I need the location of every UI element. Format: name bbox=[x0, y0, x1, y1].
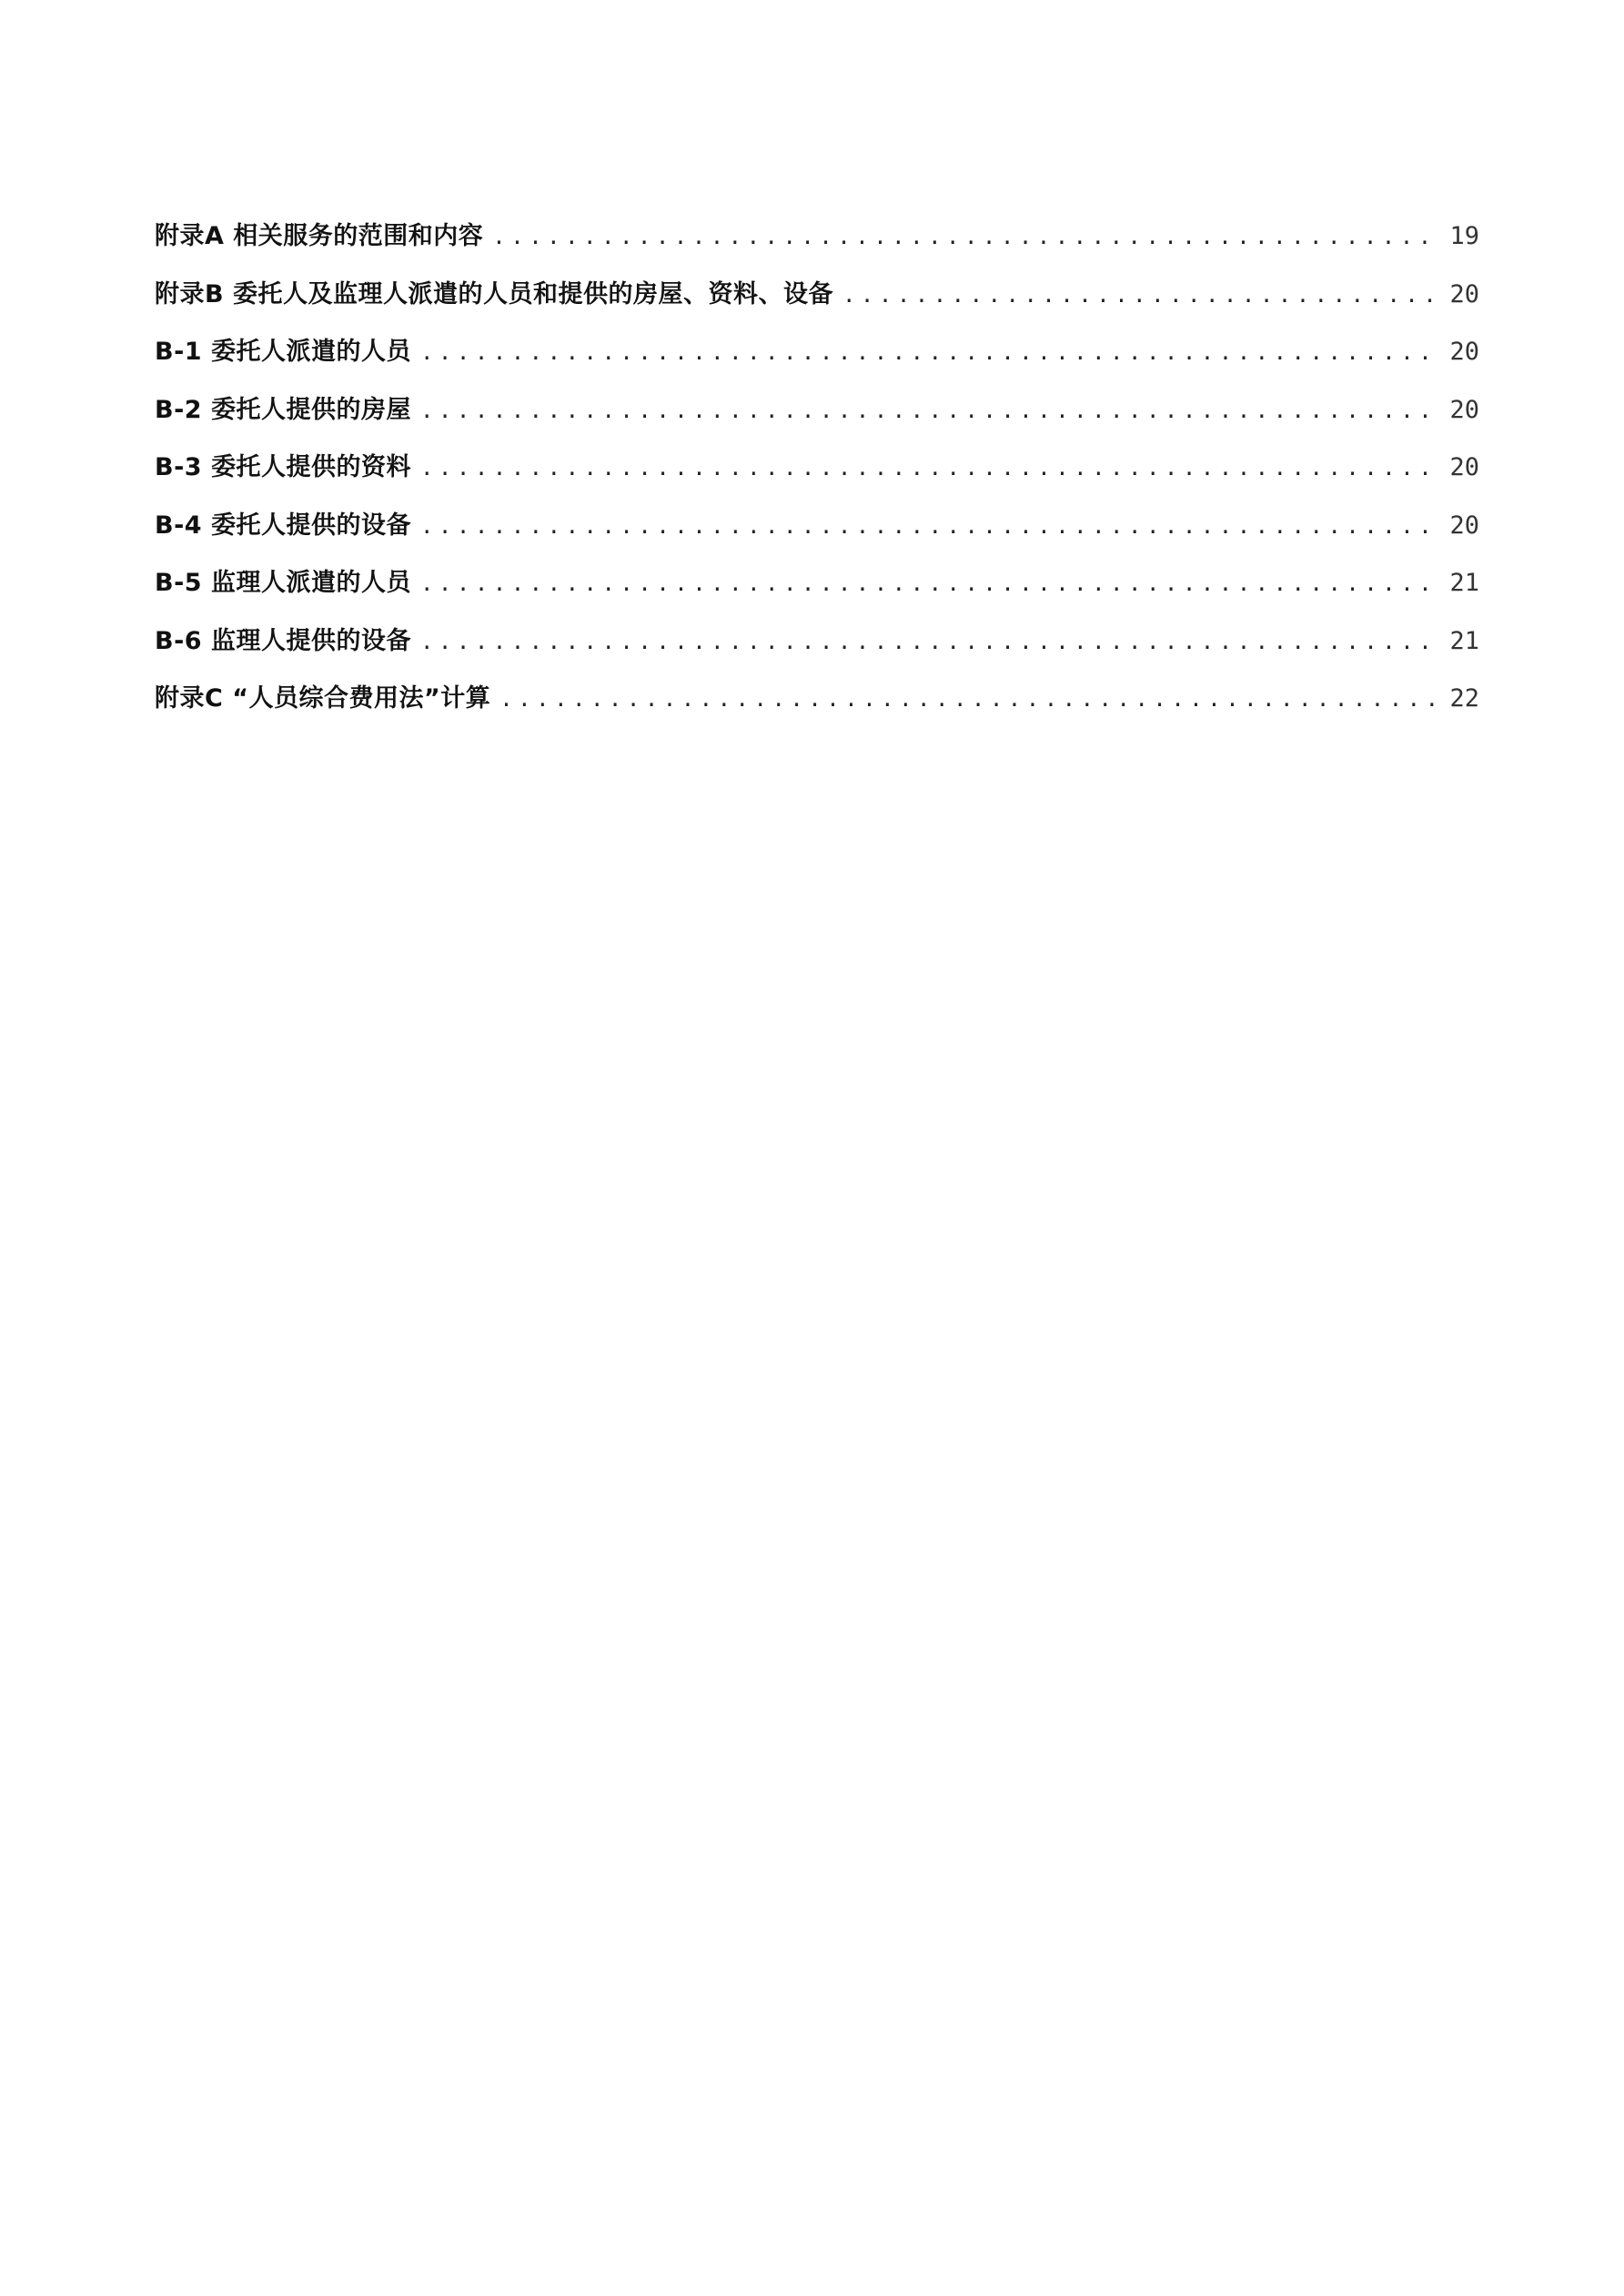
dot-leader bbox=[420, 440, 1441, 498]
toc-entry-page-number: 20 bbox=[1449, 279, 1479, 308]
toc-entry-b-2[interactable] bbox=[155, 381, 1479, 440]
toc-entry-page-number: 20 bbox=[1449, 338, 1479, 366]
toc-entry-b-4[interactable] bbox=[155, 497, 1479, 555]
dot-leader bbox=[420, 613, 1441, 672]
toc-entry-b-5[interactable] bbox=[155, 554, 1479, 612]
toc-entry-page-number: 22 bbox=[1449, 684, 1479, 713]
toc-entry-appendix-a[interactable] bbox=[155, 207, 1479, 266]
toc-entry-label: 附录A 相关服务的范围和内容 bbox=[155, 222, 484, 250]
dot-leader bbox=[420, 498, 1441, 556]
toc-entry-page-number: 20 bbox=[1449, 395, 1479, 424]
toc-entry-b-1[interactable] bbox=[155, 323, 1479, 381]
toc-entry-page-number: 20 bbox=[1449, 453, 1479, 481]
dot-leader bbox=[420, 555, 1441, 613]
dot-leader bbox=[499, 671, 1440, 729]
toc-entry-label: B-3 委托人提供的资料 bbox=[155, 453, 411, 481]
toc-entry-page-number: 21 bbox=[1449, 569, 1479, 597]
dot-leader bbox=[420, 324, 1441, 382]
toc-entry-page-number: 19 bbox=[1449, 222, 1479, 250]
toc-entry-b-3[interactable] bbox=[155, 439, 1479, 497]
toc-entry-page-number: 20 bbox=[1449, 511, 1479, 540]
dot-leader bbox=[492, 208, 1440, 267]
toc-entry-label: B-2 委托人提供的房屋 bbox=[155, 395, 411, 424]
toc-entry-label: B-1 委托人派遣的人员 bbox=[155, 338, 411, 366]
table-of-contents bbox=[155, 207, 1479, 728]
toc-entry-page-number: 21 bbox=[1449, 626, 1479, 655]
dot-leader bbox=[842, 267, 1441, 325]
toc-entry-appendix-b[interactable] bbox=[155, 266, 1479, 324]
toc-entry-appendix-c[interactable] bbox=[155, 670, 1479, 728]
toc-entry-label: 附录C “人员综合费用法”计算 bbox=[155, 684, 491, 713]
toc-entry-label: B-4 委托人提供的设备 bbox=[155, 511, 411, 540]
toc-entry-label: B-6 监理人提供的设备 bbox=[155, 626, 411, 655]
dot-leader bbox=[420, 382, 1441, 440]
toc-entry-label: B-5 监理人派遣的人员 bbox=[155, 569, 411, 597]
toc-entry-b-6[interactable] bbox=[155, 612, 1479, 671]
toc-entry-label: 附录B 委托人及监理人派遣的人员和提供的房屋、资料、设备 bbox=[155, 279, 833, 308]
